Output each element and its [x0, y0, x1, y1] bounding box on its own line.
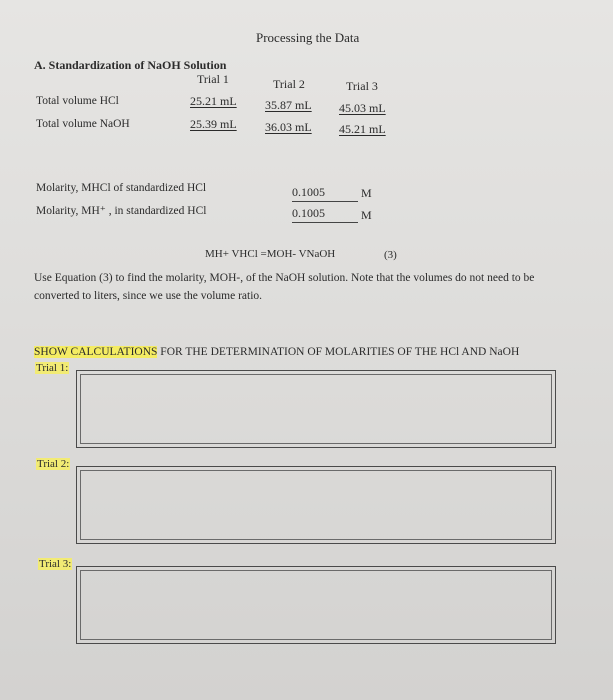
molarity-unit-hplus: M [361, 208, 372, 222]
trial-2-box-inner [80, 470, 552, 540]
trial-1-header: Trial 1 [197, 72, 229, 86]
trial-2-answer-box[interactable] [76, 466, 556, 544]
trial-3-header: Trial 3 [346, 79, 378, 93]
molarity-label-hcl: Molarity, MHCl of standardized HCl [36, 182, 207, 194]
row-label-hcl: Total volume HCl [36, 95, 119, 107]
instruction-line-2: converted to liters, since we use the volume ratio. [34, 290, 263, 302]
equation: MH+ VHCl =MOH- VNaOH [205, 248, 336, 260]
trial-3-box-inner [80, 570, 552, 640]
show-calculations-highlight: SHOW CALCULATIONS [34, 346, 158, 358]
section-title: A. Standardization of NaOH Solution [34, 58, 227, 72]
hcl-trial-2: 35.87 mL [265, 98, 312, 112]
trial-1-box-inner [80, 374, 552, 444]
trial-1-answer-box[interactable] [76, 370, 556, 448]
hcl-trial-1: 25.21 mL [190, 94, 237, 108]
trial-1-label: Trial 1: [36, 362, 69, 374]
naoh-trial-2: 36.03 mL [265, 120, 312, 134]
trial-3-answer-box[interactable] [76, 566, 556, 644]
trial-3-label: Trial 3: [39, 558, 72, 570]
equation-number: (3) [384, 249, 397, 261]
instruction-line-1: Use Equation (3) to find the molarity, MOH-, of the NaOH solution. Note that the volumes do not need to be [34, 272, 535, 284]
naoh-trial-3: 45.21 mL [339, 122, 386, 136]
row-label-naoh: Total volume NaOH [36, 118, 130, 130]
hcl-trial-3: 45.03 mL [339, 101, 386, 115]
trial-2-label: Trial 2: [37, 458, 70, 470]
page-title: Processing the Data [256, 30, 360, 45]
trial-2-header: Trial 2 [273, 77, 305, 91]
show-calculations-rest: FOR THE DETERMINATION OF MOLARITIES OF THE HCl AND NaOH [157, 346, 520, 358]
show-calculations-heading [34, 346, 519, 358]
naoh-trial-1: 25.39 mL [190, 117, 237, 131]
molarity-value-hcl: 0.1005 [292, 185, 358, 202]
molarity-unit-hcl: M [361, 186, 372, 200]
molarity-value-hplus: 0.1005 [292, 206, 358, 223]
molarity-label-hplus: Molarity, MH⁺ , in standardized HCl [36, 205, 207, 217]
